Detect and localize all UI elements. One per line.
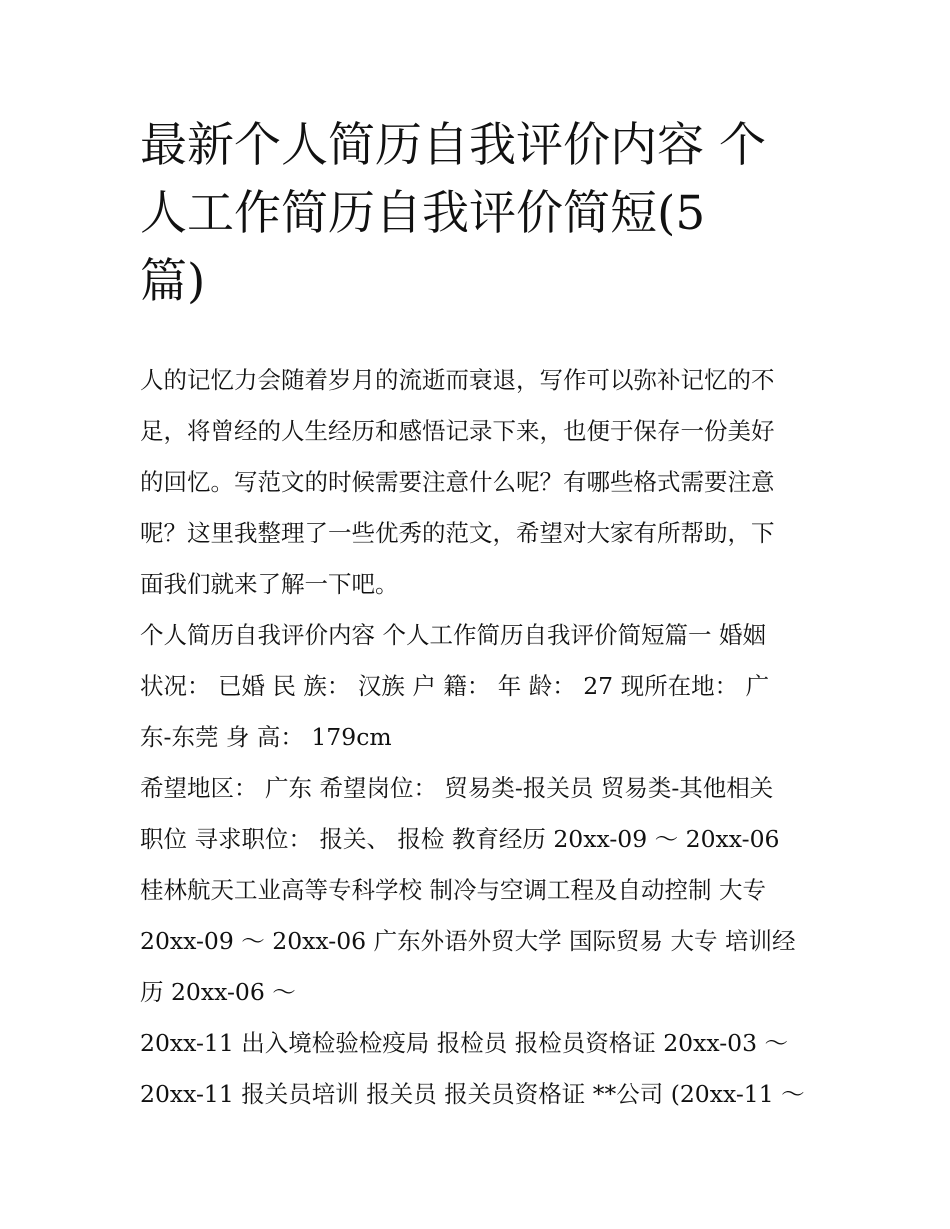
title-line: 篇): [140, 254, 206, 309]
detail-paragraph: [140, 763, 820, 1018]
body-line: 个人简历自我评价内容 个人工作简历自我评价简短篇一 婚姻: [140, 621, 766, 649]
body-line: 桂林航天工业高等专科学校 制冷与空调工程及自动控制 大专: [140, 876, 766, 904]
body-line: 历 20xx-06 ～: [140, 978, 296, 1006]
document-body: [140, 355, 820, 1120]
body-line: 20xx-11 报关员培训 报关员 报关员资格证 **公司 (20xx-11 ～: [140, 1080, 805, 1108]
body-line: 呢？这里我整理了一些优秀的范文，希望对大家有所帮助，下: [140, 519, 775, 547]
title-line: 最新个人简历自我评价内容 个: [140, 118, 766, 173]
body-line: 人的记忆力会随着岁月的流逝而衰退，写作可以弥补记忆的不: [140, 366, 775, 394]
intro-paragraph: [140, 355, 820, 610]
body-line: 面我们就来了解一下吧。: [140, 570, 399, 598]
body-line: 20xx-09 ～ 20xx-06 广东外语外贸大学 国际贸易 大专 培训经: [140, 927, 796, 955]
body-line: 足，将曾经的人生经历和感悟记录下来，也便于保存一份美好: [140, 417, 775, 445]
document-title: [140, 112, 820, 316]
training-paragraph: [140, 1018, 820, 1120]
body-line: 的回忆。写范文的时候需要注意什么呢？有哪些格式需要注意: [140, 468, 775, 496]
body-line: 状况： 已婚 民 族： 汉族 户 籍： 年 龄： 27 现所在地： 广: [140, 672, 770, 700]
body-line: 希望地区： 广东 希望岗位： 贸易类-报关员 贸易类-其他相关: [140, 774, 774, 802]
body-line: 东-东莞 身 高： 179cm: [140, 723, 392, 751]
title-line: 人工作简历自我评价简短(5: [140, 186, 706, 241]
section-paragraph: [140, 610, 820, 763]
body-line: 20xx-11 出入境检验检疫局 报检员 报检员资格证 20xx-03 ～: [140, 1029, 789, 1057]
body-line: 职位 寻求职位： 报关、 报检 教育经历 20xx-09 ～ 20xx-06: [140, 825, 780, 853]
